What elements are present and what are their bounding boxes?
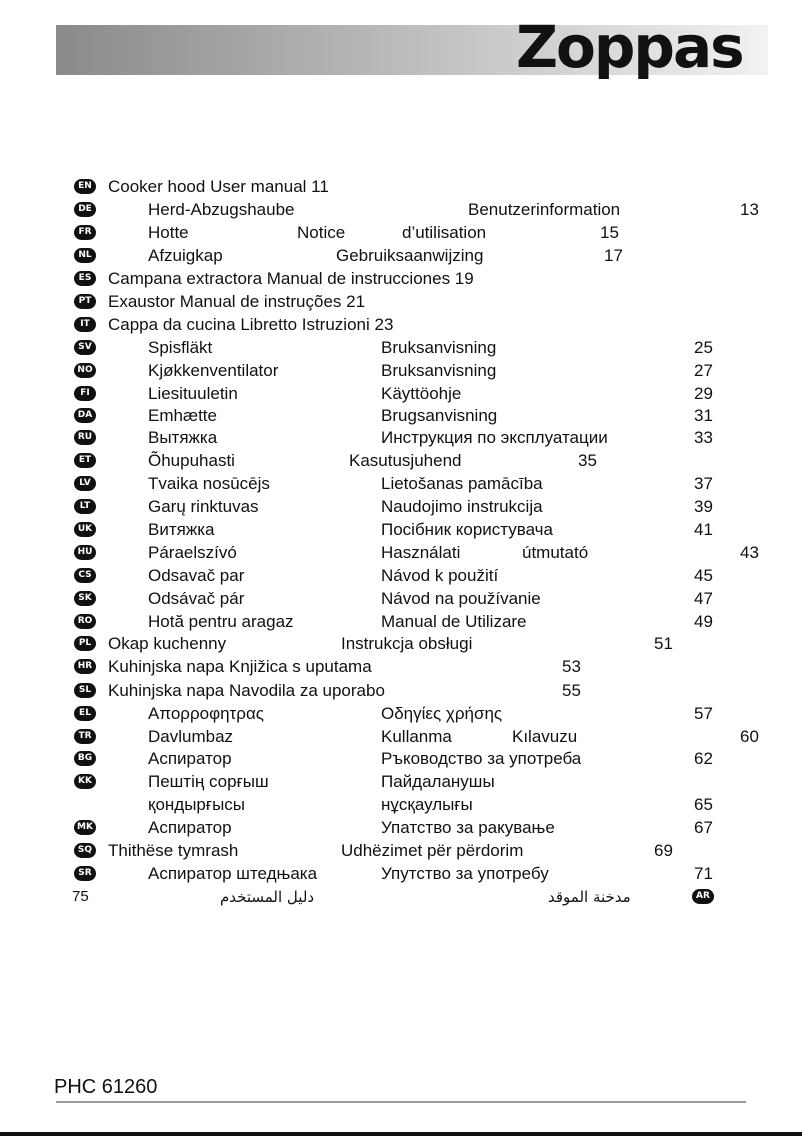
toc-text: Návod k použití xyxy=(381,566,499,585)
language-badge: EN xyxy=(74,179,96,194)
toc-text: 53 xyxy=(562,657,581,676)
toc-text: Notice xyxy=(297,223,346,242)
toc-text: 57 xyxy=(694,704,713,723)
toc-row xyxy=(0,886,802,908)
language-badge: ET xyxy=(74,453,96,468)
toc-text: Tvaika nosūcējs xyxy=(148,474,270,493)
language-badge: FI xyxy=(74,386,96,401)
toc-text: Gebruiksaanwijzing xyxy=(336,246,484,265)
language-badge: EL xyxy=(74,706,96,721)
toc-text: 39 xyxy=(694,497,713,516)
toc-text: Пештің сорғыш xyxy=(148,772,269,791)
toc-text: Davlumbaz xyxy=(148,727,234,746)
language-badge: DE xyxy=(74,202,96,217)
toc-text: Okap kuchenny xyxy=(108,634,227,653)
language-badge: SR xyxy=(74,866,96,881)
language-badge: PL xyxy=(74,636,96,651)
toc-text: Απορροφητρας xyxy=(148,704,264,723)
toc-text: Cooker hood User manual 11 xyxy=(108,177,329,196)
toc-text: 75 xyxy=(72,888,89,905)
toc-row xyxy=(0,222,802,244)
toc-text: Упутство за употребу xyxy=(381,864,549,883)
toc-text: Bruksanvisning xyxy=(381,361,497,380)
toc-row xyxy=(0,817,802,839)
toc-row xyxy=(0,496,802,518)
language-badge: BG xyxy=(74,751,96,766)
toc-row xyxy=(0,291,802,313)
toc-text: Návod na používanie xyxy=(381,589,541,608)
toc-text: 60 xyxy=(740,727,759,746)
toc-text: 17 xyxy=(604,246,623,265)
language-badge: TR xyxy=(74,729,96,744)
toc-text: 25 xyxy=(694,338,713,357)
toc-text: Вытяжка xyxy=(148,428,218,447)
toc-row xyxy=(0,703,802,725)
toc-text: Käyttöohje xyxy=(381,384,462,403)
language-badge: CS xyxy=(74,568,96,583)
toc-row xyxy=(0,542,802,564)
toc-row xyxy=(0,245,802,267)
toc-text: 47 xyxy=(694,589,713,608)
toc-row xyxy=(0,726,802,748)
toc-text: Ръководство за употреба xyxy=(381,749,582,768)
toc-text: Odsavač par xyxy=(148,566,245,585)
language-badge: HU xyxy=(74,545,96,560)
toc-text: Hotte xyxy=(148,223,189,242)
toc-row xyxy=(0,840,802,862)
language-badge: UK xyxy=(74,522,96,537)
toc-text: қондырғысы xyxy=(148,795,246,814)
toc-row xyxy=(0,405,802,427)
toc-text: 37 xyxy=(694,474,713,493)
toc-text: 27 xyxy=(694,361,713,380)
toc-text: Afzuigkap xyxy=(148,246,223,265)
toc-row xyxy=(0,633,802,655)
toc-row xyxy=(0,314,802,336)
toc-row xyxy=(0,450,802,472)
toc-text: 55 xyxy=(562,681,581,700)
toc-text: Odsávač pár xyxy=(148,589,245,608)
toc-text: Garų rinktuvas xyxy=(148,497,259,516)
toc-text: 33 xyxy=(694,428,713,447)
language-badge: FR xyxy=(74,225,96,240)
toc-text: Аспиратор штедњака xyxy=(148,864,318,883)
toc-text: 65 xyxy=(694,795,713,814)
toc-text: 15 xyxy=(600,223,619,242)
toc-text: Kjøkkenventilator xyxy=(148,361,279,380)
model-number: PHC 61260 xyxy=(54,1076,158,1098)
toc-text: Benutzerinformation xyxy=(468,200,621,219)
toc-text: Kılavuzu xyxy=(512,727,578,746)
toc-row xyxy=(0,199,802,221)
toc-text: Liesituuletin xyxy=(148,384,238,403)
toc-row xyxy=(0,337,802,359)
toc-text: دليل المستخدم xyxy=(220,888,315,906)
brand-logo: Zoppas xyxy=(516,13,743,81)
language-badge: SQ xyxy=(74,843,96,858)
toc-text: Аспиратор xyxy=(148,749,232,768)
language-badge: AR xyxy=(692,889,714,904)
toc-text: Spisfläkt xyxy=(148,338,213,357)
toc-text: 69 xyxy=(654,841,673,860)
toc-text: 51 xyxy=(654,634,673,653)
toc-text: 67 xyxy=(694,818,713,837)
toc-text: Õhupuhasti xyxy=(148,451,235,470)
toc-text: Hotă pentru aragaz xyxy=(148,612,294,631)
toc-text: Kuhinjska napa Knjižica s uputama xyxy=(108,657,372,676)
toc-text: 45 xyxy=(694,566,713,585)
toc-row xyxy=(0,794,802,816)
toc-row xyxy=(0,680,802,702)
toc-text: 13 xyxy=(740,200,759,219)
language-badge: NO xyxy=(74,363,96,378)
toc-row xyxy=(0,473,802,495)
language-badge: LV xyxy=(74,476,96,491)
toc-row xyxy=(0,383,802,405)
toc-text: Kasutusjuhend xyxy=(349,451,462,470)
language-badge: KK xyxy=(74,774,96,789)
toc-text: Kuhinjska napa Navodila za uporabo xyxy=(108,681,385,700)
toc-text: Bruksanvisning xyxy=(381,338,497,357)
toc-text: 35 xyxy=(578,451,597,470)
toc-text: 71 xyxy=(694,864,713,883)
language-badge: LT xyxy=(74,499,96,514)
toc-text: Посібник користувача xyxy=(381,520,553,539)
language-badge: RU xyxy=(74,430,96,445)
language-badge: MK xyxy=(74,820,96,835)
toc-text: مدخنة الموقد xyxy=(548,888,631,906)
toc-text: нұсқаулығы xyxy=(381,795,473,814)
toc-text: Инструкция по эксплуатации xyxy=(381,428,608,447)
toc-row xyxy=(0,519,802,541)
language-badge: ES xyxy=(74,271,96,286)
toc-text: Οδηγίες χρήσης xyxy=(381,704,503,723)
toc-row xyxy=(0,611,802,633)
toc-row xyxy=(0,771,802,793)
toc-text: 29 xyxy=(694,384,713,403)
toc-text: Udhëzimet për përdorim xyxy=(341,841,524,860)
toc-text: Витяжка xyxy=(148,520,215,539)
toc-text: 43 xyxy=(740,543,759,562)
toc-text: 31 xyxy=(694,406,713,425)
toc-text: Thithëse tymrash xyxy=(108,841,239,860)
language-badge: NL xyxy=(74,248,96,263)
language-badge: SL xyxy=(74,683,96,698)
toc-text: Instrukcja obsługi xyxy=(341,634,473,653)
toc-text: Páraelszívó xyxy=(148,543,237,562)
toc-row xyxy=(0,656,802,678)
toc-text: Használati xyxy=(381,543,461,562)
toc-row xyxy=(0,588,802,610)
toc-text: Campana extractora Manual de instrucciones 19 xyxy=(108,269,474,288)
toc-text: Пайдаланушы xyxy=(381,772,495,791)
language-badge: IT xyxy=(74,317,96,332)
language-badge: PT xyxy=(74,294,96,309)
toc-row xyxy=(0,268,802,290)
toc-text: Brugsanvisning xyxy=(381,406,498,425)
language-badge: RO xyxy=(74,614,96,629)
toc-text: Lietošanas pamācība xyxy=(381,474,543,493)
toc-text: Emhætte xyxy=(148,406,217,425)
toc-text: 49 xyxy=(694,612,713,631)
toc-text: Kullanma xyxy=(381,727,452,746)
page-bottom-edge xyxy=(0,1132,802,1136)
toc-row xyxy=(0,748,802,770)
toc-text: Naudojimo instrukcija xyxy=(381,497,543,516)
toc-text: Упатство за ракување xyxy=(381,818,555,837)
toc-row xyxy=(0,427,802,449)
toc-row xyxy=(0,565,802,587)
toc-text: útmutató xyxy=(522,543,589,562)
toc-text: Аспиратор xyxy=(148,818,232,837)
toc-row xyxy=(0,176,802,198)
language-badge: SV xyxy=(74,340,96,355)
toc-text: Herd-Abzugshaube xyxy=(148,200,295,219)
toc-row xyxy=(0,863,802,885)
toc-text: 62 xyxy=(694,749,713,768)
language-badge: DA xyxy=(74,408,96,423)
toc-row xyxy=(0,360,802,382)
language-badge: HR xyxy=(74,659,96,674)
toc-text: d’utilisation xyxy=(402,223,487,242)
toc-text: Exaustor Manual de instruções 21 xyxy=(108,292,366,311)
footer-divider xyxy=(56,1101,746,1103)
language-badge: SK xyxy=(74,591,96,606)
toc-text: Manual de Utilizare xyxy=(381,612,527,631)
toc-text: 41 xyxy=(694,520,713,539)
toc-text: Cappa da cucina Libretto Istruzioni 23 xyxy=(108,315,394,334)
